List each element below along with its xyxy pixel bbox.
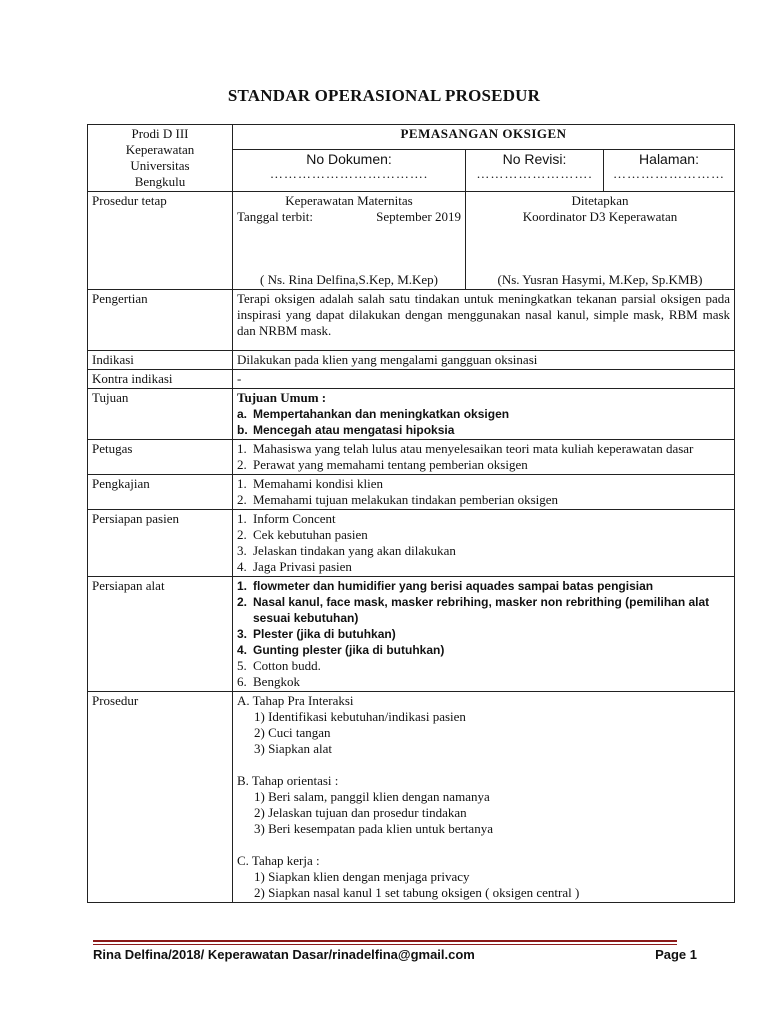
spacer (237, 837, 730, 853)
no-revisi-value: ……………………. (476, 165, 593, 181)
step: 2) Jelaskan tujuan dan prosedur tindakan (254, 805, 467, 820)
halaman-cell (604, 149, 735, 191)
pengertian-row (88, 290, 735, 351)
persiapan-pasien-row (88, 510, 735, 577)
signer-1: ( Ns. Rina Delfina,S.Kep, M.Kep) (260, 272, 438, 287)
halaman-value: …………………… (613, 165, 726, 181)
procedure-title: PEMASANGAN OKSIGEN (233, 125, 735, 150)
sop-table (87, 124, 735, 903)
persiapan-pasien-cell (233, 510, 735, 577)
step: 2) Cuci tangan (254, 725, 331, 740)
petugas-list (237, 441, 730, 473)
row-label: Prosedur (88, 692, 233, 903)
step: 3) Siapkan alat (254, 741, 332, 756)
indikasi-text: Dilakukan pada klien yang mengalami gangguan oksinasi (233, 351, 735, 370)
list-item: b. Mencegah atau mengatasi hipoksia (237, 423, 455, 437)
list-item: 1. Inform Concent (237, 511, 336, 526)
list-item: 2. Memahami tujuan melakukan tindakan pemberian oksigen (237, 492, 559, 507)
row-label: Pengkajian (88, 475, 233, 510)
footer-author: Rina Delfina/2018/ Keperawatan Dasar/rinadelfina@gmail.com (93, 947, 475, 962)
institution-cell (88, 125, 233, 192)
unit-cell (233, 192, 466, 290)
pengkajian-cell (233, 475, 735, 510)
list-item: 6. Bengkok (237, 674, 300, 689)
document-title: STANDAR OPERASIONAL PROSEDUR (227, 86, 541, 105)
list-item: 1. flowmeter dan humidifier yang berisi aquades sampai batas pengisian (237, 579, 654, 593)
step: 2) Siapkan nasal kanul 1 set tabung oksigen ( oksigen central ) (254, 885, 580, 900)
tujuan-row (88, 389, 735, 440)
row-label: Petugas (88, 440, 233, 475)
list-item: a. Mempertahankan dan meningkatkan oksigen (237, 407, 510, 421)
prosedur-tetap-row (88, 192, 735, 290)
sop-sheet (87, 124, 734, 903)
pengkajian-list (237, 476, 730, 508)
step: 1) Siapkan klien dengan menjaga privacy (254, 869, 470, 884)
no-dokumen-value: ……………………………. (269, 165, 429, 181)
tanggal-terbit (237, 209, 461, 225)
no-dokumen-label: No Dokumen: (306, 150, 392, 167)
persiapan-alat-list (237, 658, 730, 690)
indikasi-row (88, 351, 735, 370)
list-item: 4. Jaga Privasi pasien (237, 559, 352, 574)
institution-line: Bengkulu (134, 174, 186, 189)
institution-line: Keperawatan (125, 142, 195, 157)
tujuan-heading: Tujuan Umum : (237, 390, 327, 405)
kontra-indikasi-row (88, 370, 735, 389)
halaman-label: Halaman: (639, 150, 699, 167)
list-item: 4. Gunting plester (jika di butuhkan) (237, 643, 445, 657)
persiapan-alat-bold-list (237, 578, 730, 658)
tujuan-list (237, 406, 730, 438)
list-item: 2. Cek kebutuhan pasien (237, 527, 368, 542)
stage-heading: A. Tahap Pra Interaksi (237, 693, 354, 708)
institution-line: Prodi D III (131, 126, 189, 141)
tujuan-cell (233, 389, 735, 440)
no-dokumen-cell (233, 149, 466, 191)
page-number: Page 1 (655, 947, 697, 962)
no-revisi-label: No Revisi: (502, 150, 567, 167)
row-label: Persiapan pasien (88, 510, 233, 577)
pengkajian-row (88, 475, 735, 510)
petugas-cell (233, 440, 735, 475)
footer-rule-thick (93, 940, 677, 942)
list-item: 5. Cotton budd. (237, 658, 321, 673)
row-label: Kontra indikasi (88, 370, 233, 389)
list-item: 3. Plester (jika di butuhkan) (237, 627, 396, 641)
kontra-indikasi-text: - (233, 370, 735, 389)
signer-2: (Ns. Yusran Hasymi, M.Kep, Sp.KMB) (497, 272, 703, 287)
tanggal-label: Tanggal terbit: (237, 209, 313, 224)
spacer (237, 757, 730, 773)
ditetapkan-label: Ditetapkan (571, 193, 629, 208)
stage-heading: B. Tahap orientasi : (237, 773, 339, 788)
header-row (88, 125, 735, 150)
no-revisi-cell (466, 149, 604, 191)
pengertian-text: Terapi oksigen adalah salah satu tindakan untuk meningkatkan tekanan parsial oksigen pada inspirasi yang dapat dilakukan dengan menggunakan nasal kanul, simple mask, RBM mask dan NRBM mask. (233, 290, 735, 351)
row-label: Indikasi (88, 351, 233, 370)
persiapan-pasien-list (237, 511, 730, 575)
stage-heading: C. Tahap kerja : (237, 853, 320, 868)
tanggal-value: September 2019 (376, 209, 461, 224)
unit-name: Keperawatan Maternitas (285, 193, 413, 208)
footer-rule (93, 940, 677, 945)
row-label: Tujuan (88, 389, 233, 440)
list-item: 3. Jelaskan tindakan yang akan dilakukan (237, 543, 456, 558)
step: 1) Beri salam, panggil klien dengan namanya (254, 789, 490, 804)
row-label: Prosedur tetap (88, 192, 233, 290)
institution-line: Universitas (130, 158, 190, 173)
koordinator-label: Koordinator D3 Keperawatan (522, 209, 678, 224)
list-item: 2. Perawat yang memahami tentang pemberian oksigen (237, 457, 528, 472)
persiapan-alat-row (88, 577, 735, 692)
footer-rule-thin (93, 944, 677, 945)
list-item: 2. Nasal kanul, face mask, masker rebrihing, masker non rebrithing (pemilihan alat sesuai kebutuhan) (237, 595, 710, 625)
prosedur-cell (233, 692, 735, 903)
petugas-row (88, 440, 735, 475)
ditetapkan-cell (466, 192, 735, 290)
list-item: 1. Memahami kondisi klien (237, 476, 383, 491)
step: 3) Beri kesempatan pada klien untuk bertanya (254, 821, 493, 836)
persiapan-alat-cell (233, 577, 735, 692)
list-item: 1. Mahasiswa yang telah lulus atau menyelesaikan teori mata kuliah keperawatan dasar (237, 441, 694, 456)
prosedur-row (88, 692, 735, 903)
step: 1) Identifikasi kebutuhan/indikasi pasien (254, 709, 466, 724)
row-label: Persiapan alat (88, 577, 233, 692)
row-label: Pengertian (88, 290, 233, 351)
